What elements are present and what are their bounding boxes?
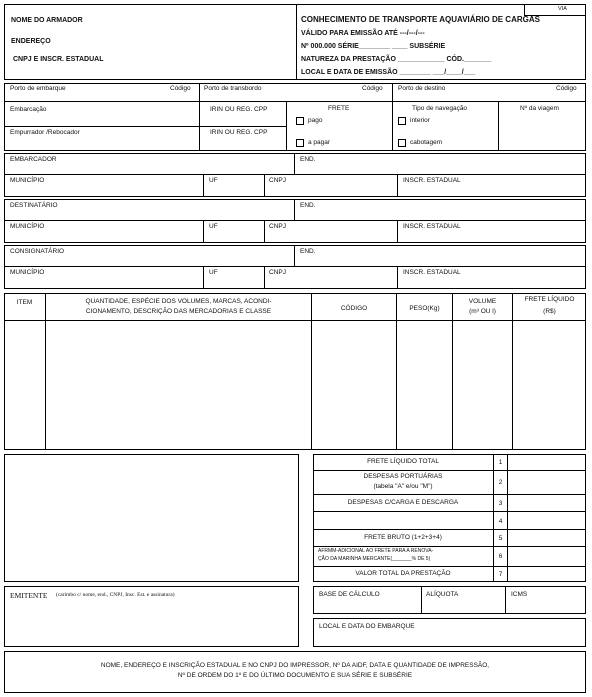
line-number-4: 4 xyxy=(498,518,503,525)
porto-destino-label: Porto de destino xyxy=(398,85,446,92)
despesas-carga-label: DESPESAS C/CARGA E DESCARGA xyxy=(347,499,459,506)
line-number-2: 2 xyxy=(498,479,503,486)
afrmm-label-2: ÇÃO DA MARINHA MERCANTE(_______% DE 5) xyxy=(318,556,431,562)
line-number-5: 5 xyxy=(498,535,503,542)
despesas-portuarias-label-2: (tabela "A" e/ou "M") xyxy=(373,483,433,490)
line-number-6: 6 xyxy=(498,553,503,560)
volume-header-1: VOLUME xyxy=(468,298,497,305)
numero-viagem-label: Nº da viagem xyxy=(520,105,559,112)
line-number-3: 3 xyxy=(498,500,503,507)
codigo-header: CÓDIGO xyxy=(340,305,368,312)
irin-label-1: IRIN OU REG. CPP xyxy=(210,106,268,113)
peso-header: PESO(Kg) xyxy=(409,305,440,312)
despesas-portuarias-label-1: DESPESAS PORTUÁRIAS xyxy=(363,473,443,480)
porto-embarque-codigo: Código xyxy=(170,85,191,92)
via-label: VIA xyxy=(558,6,567,12)
destinatario-section xyxy=(4,199,586,243)
armador-name-label: NOME DO ARMADOR xyxy=(11,17,83,24)
embarcador-cnpj-label: CNPJ xyxy=(269,177,286,184)
embarcador-end-label: END. xyxy=(300,156,316,163)
destinatario-cnpj-label: CNPJ xyxy=(269,223,286,230)
line-number-7: 7 xyxy=(498,571,503,578)
document-number: Nº 000.000 SÉRIE________ ____ SUBSÉRIE xyxy=(301,43,446,50)
aliquota-label: ALÍQUOTA xyxy=(426,591,459,598)
emitente-detail: (carimbo c/ nome, end., CNPJ, Insc. Est. e assinatura) xyxy=(56,592,175,598)
endereco-label: ENDEREÇO xyxy=(11,38,51,45)
item-header: ITEM xyxy=(16,299,33,306)
consignatario-section xyxy=(4,245,586,289)
destinatario-label: DESTINATÁRIO xyxy=(10,202,58,209)
empurrador-label: Empurrador /Rebocador xyxy=(10,129,80,136)
consignatario-end-label: END. xyxy=(300,248,316,255)
embarcador-label: EMBARCADOR xyxy=(10,156,57,163)
valid-until: VÁLIDO PARA EMISSÃO ATÉ ---/---/--- xyxy=(301,30,425,37)
descricao-header-1: QUANTIDADE, ESPÉCIE DOS VOLUMES, MARCAS, ACONDI- xyxy=(85,298,272,305)
embarcador-section xyxy=(4,153,586,197)
frete-pago-label: pago xyxy=(308,117,323,124)
porto-embarque-label: Porto de embarque xyxy=(10,85,66,92)
porto-destino-codigo: Código xyxy=(556,85,577,92)
frete-liquido-header-1: FRETE LÍQUIDO xyxy=(524,296,575,303)
frete-label: FRETE xyxy=(328,105,350,112)
consignatario-uf-label: UF xyxy=(209,269,218,276)
items-table xyxy=(4,293,586,450)
natureza-prestacao: NATUREZA DA PRESTAÇÃO ____________ CÓD._______ xyxy=(301,56,492,63)
embarcador-municipio-label: MUNICÍPIO xyxy=(10,177,45,184)
cabotagem-label: cabotagem xyxy=(410,139,443,146)
porto-transbordo-label: Porto de transbordo xyxy=(204,85,262,92)
porto-transbordo-codigo: Código xyxy=(362,85,383,92)
consignatario-label: CONSIGNATÁRIO xyxy=(10,248,65,255)
frete-liquido-header-2: (R$) xyxy=(543,308,556,315)
consignatario-inscr-label: INSCR. ESTADUAL xyxy=(403,269,461,276)
observacoes-box[interactable] xyxy=(4,454,299,582)
icms-label: ICMS xyxy=(511,591,528,598)
volume-header-2: (m³ OU l) xyxy=(469,308,496,315)
document-title: CONHECIMENTO DE TRANSPORTE AQUAVIÁRIO DE CARGAS xyxy=(301,15,540,24)
destinatario-inscr-label: INSCR. ESTADUAL xyxy=(403,223,461,230)
irin-label-2: IRIN OU REG. CPP xyxy=(210,129,268,136)
consignatario-municipio-label: MUNICÍPIO xyxy=(10,269,45,276)
destinatario-municipio-label: MUNICÍPIO xyxy=(10,223,45,230)
emitente-label: EMITENTE xyxy=(10,591,48,600)
descricao-header-2: CIONAMENTO, DESCRIÇÃO DAS MERCADORIAS E CLASSE xyxy=(85,308,272,315)
valor-total-label: VALOR TOTAL DA PRESTAÇÃO xyxy=(355,570,451,577)
embarcador-inscr-label: INSCR. ESTADUAL xyxy=(403,177,461,184)
interior-label: interior xyxy=(410,117,430,124)
frete-bruto-label: FRETE BRUTO (1+2+3+4) xyxy=(364,534,442,541)
destinatario-uf-label: UF xyxy=(209,223,218,230)
cabotagem-checkbox[interactable] xyxy=(398,139,406,147)
tipo-navegacao-label: Tipo de navegação xyxy=(412,105,468,112)
destinatario-end-label: END. xyxy=(300,202,316,209)
afrmm-label-1: AFRMM-ADICIONAL AO FRETE PARA A RENOVA- xyxy=(318,548,434,554)
frete-liquido-total-label: FRETE LÍQUIDO TOTAL xyxy=(367,458,439,465)
frete-pago-checkbox[interactable] xyxy=(296,117,304,125)
base-calculo-label: BASE DE CÁLCULO xyxy=(319,591,380,598)
consignatario-cnpj-label: CNPJ xyxy=(269,269,286,276)
footer-line-1: NOME, ENDEREÇO E INSCRIÇÃO ESTADUAL E NO CNPJ DO IMPRESSOR, Nº DA AIDF, DATA E QUANTIDADE DE IMPRESSÃO, xyxy=(100,662,490,669)
line-number-1: 1 xyxy=(498,459,503,466)
local-data-emissao: LOCAL E DATA DE EMISSÃO ________ ___/____/___ xyxy=(301,69,476,76)
local-embarque-label: LOCAL E DATA DO EMBARQUE xyxy=(319,623,415,630)
embarcador-uf-label: UF xyxy=(209,177,218,184)
cnpj-inscr-label: CNPJ E INSCR. ESTADUAL xyxy=(13,56,104,63)
interior-checkbox[interactable] xyxy=(398,117,406,125)
footer-line-2: Nº DE ORDEM DO 1º E DO ÚLTIMO DOCUMENTO E SUA SÉRIE E SUBSÉRIE xyxy=(177,672,413,679)
frete-a-pagar-label: a pagar xyxy=(308,139,331,146)
embarcacao-label: Embarcação xyxy=(10,106,47,113)
frete-a-pagar-checkbox[interactable] xyxy=(296,139,304,147)
